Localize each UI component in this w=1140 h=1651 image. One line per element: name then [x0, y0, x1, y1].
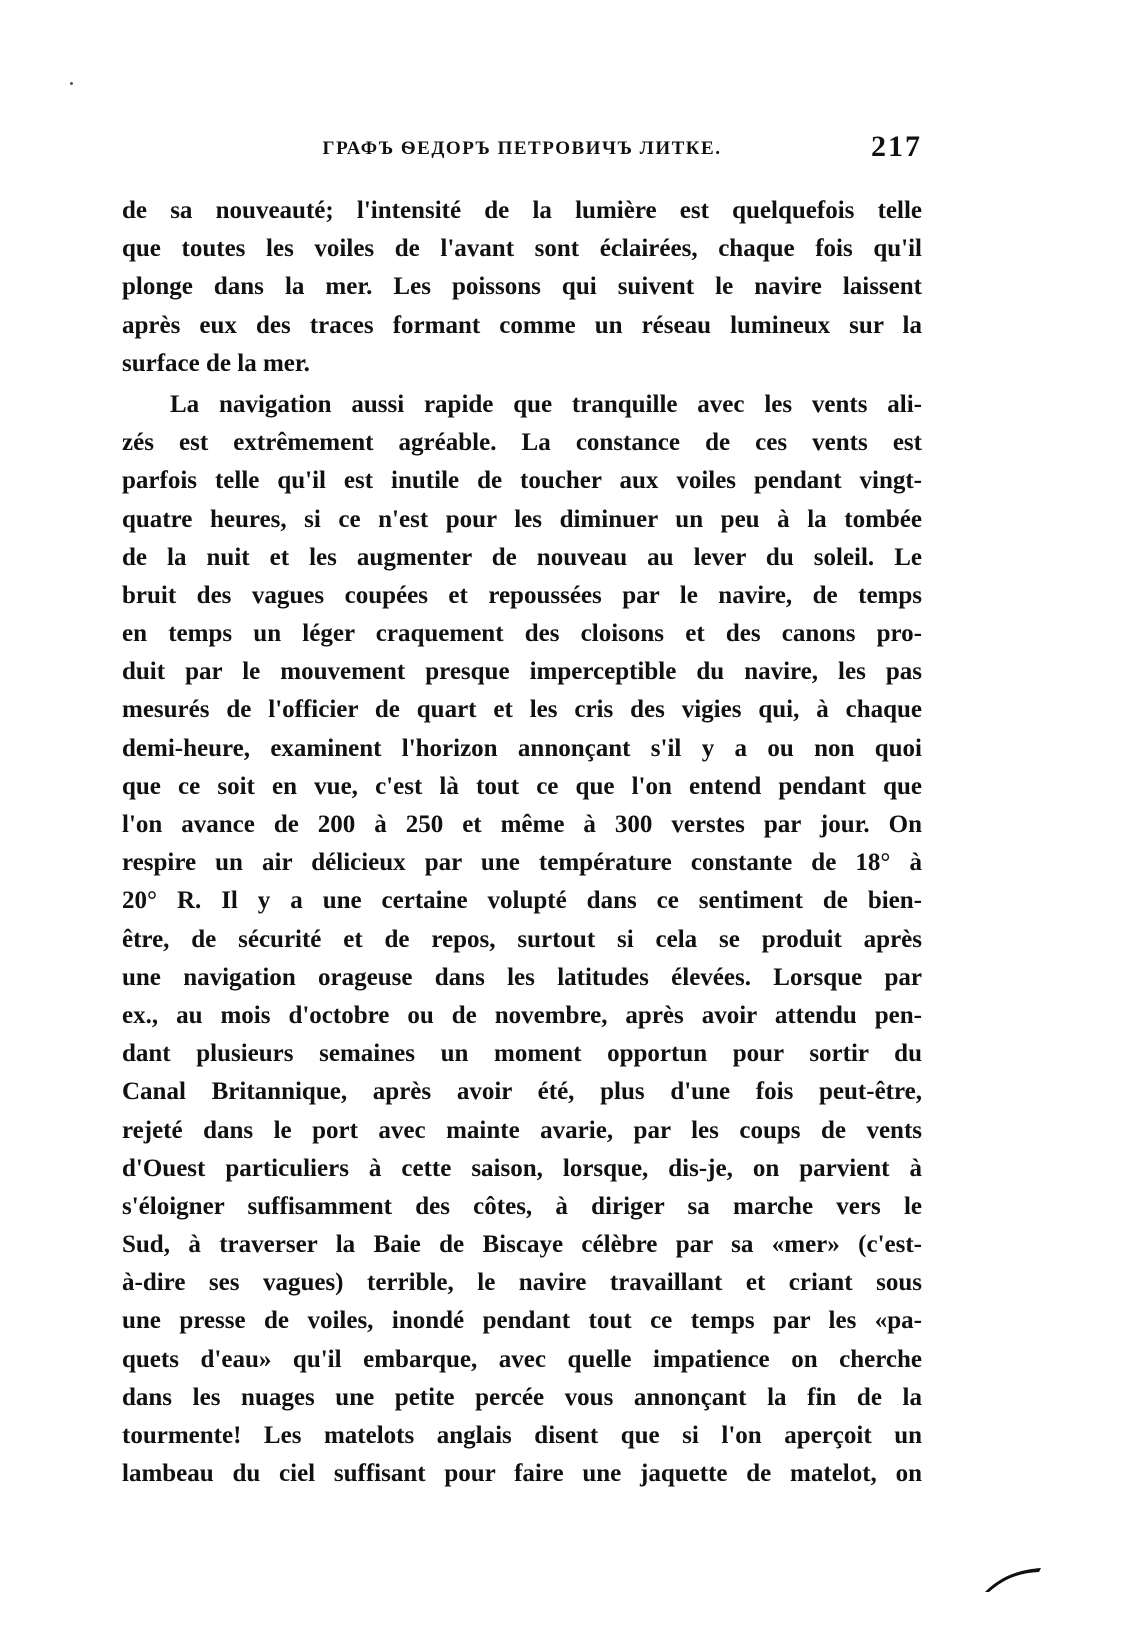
- text-line: de sa nouveauté; l'intensité de la lumière est quelquefois telle: [122, 197, 922, 224]
- text-line: Sud, à traverser la Baie de Biscaye célèbre par sa «mer» (c'est-: [122, 1231, 922, 1259]
- text-line: Canal Britannique, après avoir été, plus d'une fois peut-être,: [122, 1078, 922, 1106]
- text-line: duit par le mouvement presque imperceptible du navire, les pas: [122, 658, 922, 686]
- stray-ink-dot: [70, 82, 73, 85]
- text-line: plonge dans la mer. Les poissons qui suivent le navire laissent: [122, 273, 922, 301]
- text-line: dans les nuages une petite percée vous annonçant la fin de la: [122, 1383, 922, 1411]
- text-line: en temps un léger craquement des cloisons et des canons pro-: [122, 620, 922, 648]
- text-line: bruit des vagues coupées et repoussées par le navire, de temps: [122, 581, 922, 609]
- text-line: l'on avance de 200 à 250 et même à 300 verstes par jour. On: [122, 811, 922, 838]
- page-number: 217: [871, 130, 922, 163]
- text-line: une presse de voiles, inondé pendant tout ce temps par les «pa-: [122, 1307, 922, 1335]
- text-line: que toutes les voiles de l'avant sont éclairées, chaque fois qu'il: [122, 235, 922, 263]
- text-line: ex., au mois d'octobre ou de novembre, après avoir attendu pen-: [122, 1001, 922, 1029]
- stray-ink-mark: [983, 1558, 1043, 1594]
- text-line: d'Ouest particuliers à cette saison, lorsque, dis-je, on parvient à: [122, 1154, 922, 1182]
- paragraph-2: [122, 386, 922, 1493]
- text-line: surface de la mer.: [122, 349, 310, 377]
- text-line: La navigation aussi rapide que tranquille avec les vents ali-: [170, 390, 922, 418]
- text-line: parfois telle qu'il est inutile de toucher aux voiles pendant vingt-: [122, 467, 922, 495]
- text-line: à-dire ses vagues) terrible, le navire travaillant et criant sous: [122, 1269, 922, 1297]
- text-line: après eux des traces formant comme un réseau lumineux sur la: [122, 311, 922, 339]
- text-line: respire un air délicieux par une température constante de 18° à: [122, 849, 922, 877]
- paragraph-1: [122, 192, 922, 383]
- text-line: mesurés de l'officier de quart et les cris des vigies qui, à chaque: [122, 696, 922, 724]
- text-line: 20° R. Il y a une certaine volupté dans ce sentiment de bien-: [122, 887, 922, 915]
- text-line: de la nuit et les augmenter de nouveau au lever du soleil. Le: [122, 543, 922, 571]
- text-line: demi-heure, examinent l'horizon annonçant s'il y a ou non quoi: [122, 734, 922, 762]
- text-line: dant plusieurs semaines un moment opportun pour sortir du: [122, 1040, 922, 1068]
- text-line: quets d'eau» qu'il embarque, avec quelle impatience on cherche: [122, 1345, 922, 1373]
- body-text: [122, 192, 922, 1493]
- running-title: ГРАФЪ ѲЕДОРЪ ПЕТРОВИЧЪ ЛИТКЕ.: [322, 138, 722, 159]
- text-line: zés est extrêmement agréable. La constance de ces vents est: [122, 429, 922, 457]
- text-line: s'éloigner suffisamment des côtes, à diriger sa marche vers le: [122, 1192, 922, 1220]
- text-line: que ce soit en vue, c'est là tout ce que l'on entend pendant que: [122, 772, 922, 800]
- text-line: quatre heures, si ce n'est pour les diminuer un peu à la tombée: [122, 505, 922, 533]
- text-line: être, de sécurité et de repos, surtout si cela se produit après: [122, 925, 922, 953]
- text-line: tourmente! Les matelots anglais disent que si l'on aperçoit un: [122, 1422, 922, 1449]
- text-line: une navigation orageuse dans les latitudes élevées. Lorsque par: [122, 963, 922, 991]
- text-line: rejeté dans le port avec mainte avarie, par les coups de vents: [122, 1116, 922, 1144]
- running-header: [122, 130, 922, 162]
- text-line: lambeau du ciel suffisant pour faire une jaquette de matelot, on: [122, 1460, 922, 1488]
